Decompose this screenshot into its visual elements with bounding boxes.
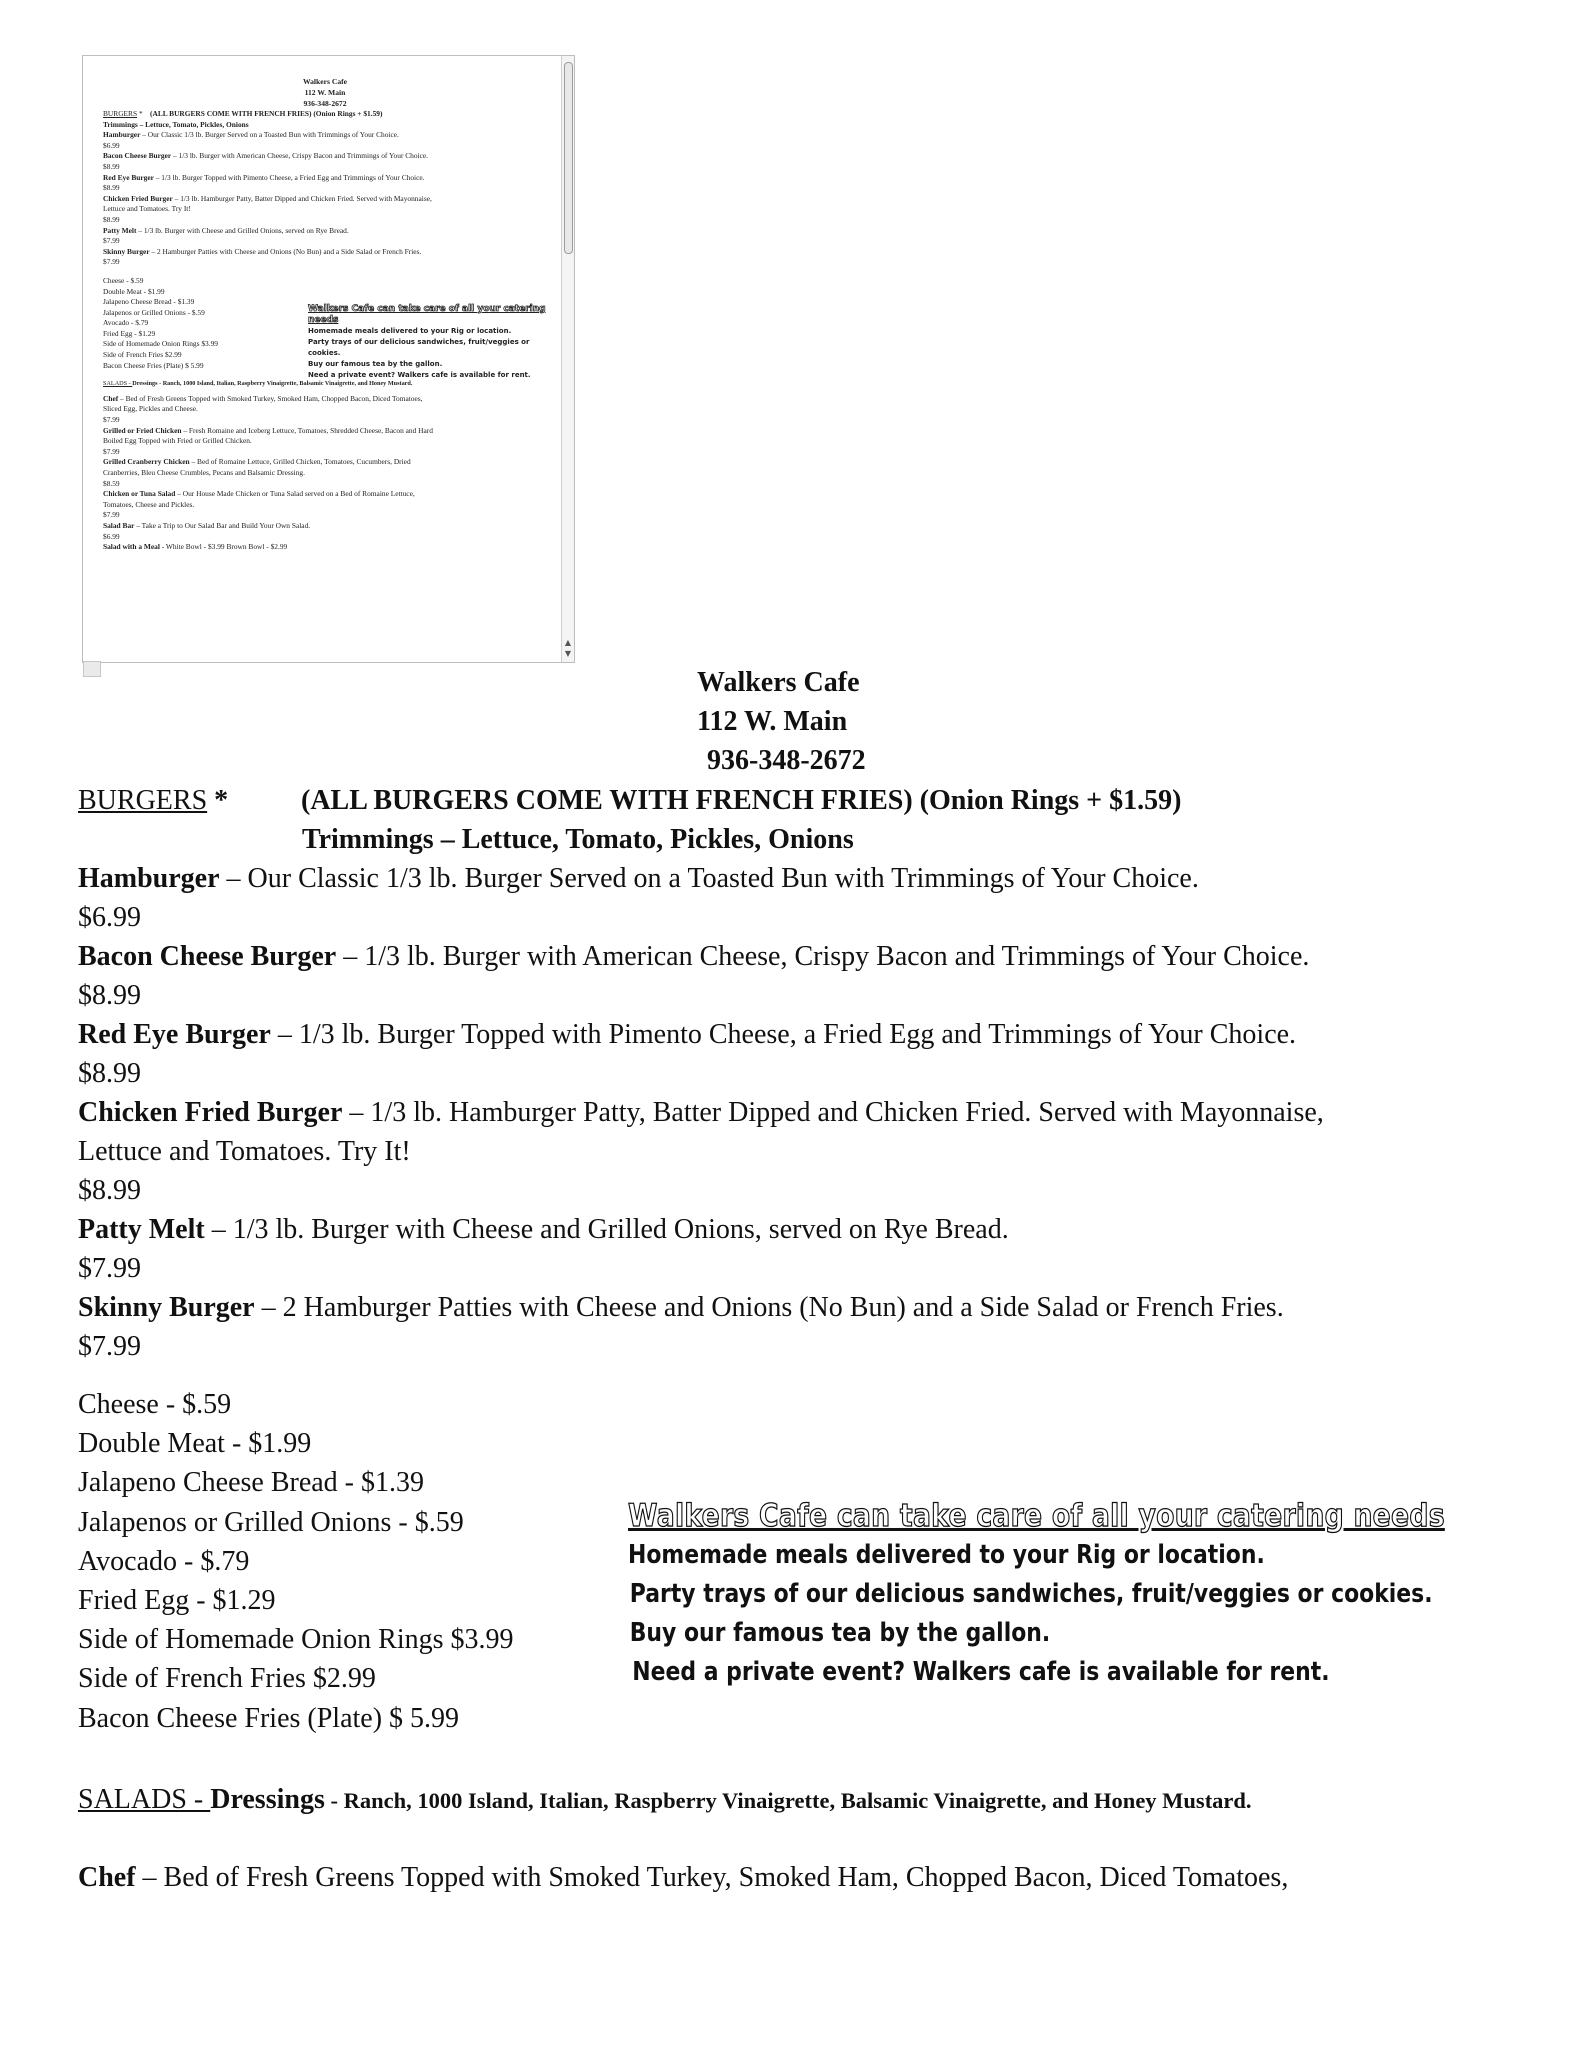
thumb-addon: Double Meat - $1.99: [103, 286, 165, 296]
thumb-item-cont: Sliced Egg, Pickles and Cheese.: [103, 404, 198, 414]
dressings-list: - Ranch, 1000 Island, Italian, Raspberry Vinaigrette, Balsamic Vinaigrette, and Honey Mustard.: [324, 1788, 1252, 1813]
thumb-item: Patty Melt – 1/3 lb. Burger with Cheese and Grilled Onions, served on Rye Bread.: [103, 225, 349, 235]
catering-line: Homemade meals delivered to your Rig or location.: [628, 1540, 1265, 1570]
addons-list: [78, 1385, 514, 1738]
thumb-address: 112 W. Main: [304, 88, 346, 97]
menu-item: [78, 859, 1518, 898]
thumb-addon: Side of Homemade Onion Rings $3.99: [103, 339, 218, 349]
scroll-up-icon[interactable]: ▲: [564, 638, 572, 647]
item-name: Skinny Burger: [78, 1292, 255, 1323]
thumbnail-scrollbar[interactable]: [561, 56, 574, 662]
item-name: Chef: [78, 1862, 136, 1893]
thumb-price: $8.99: [103, 161, 120, 171]
addon-item: Cheese - $.59: [78, 1389, 232, 1420]
thumb-price: $8.99: [103, 183, 120, 193]
item-desc: – 1/3 lb. Burger with American Cheese, Crispy Bacon and Trimmings of Your Choice.: [336, 941, 1310, 972]
catering-line: Party trays of our delicious sandwiches, fruit/veggies or cookies.: [629, 1579, 1433, 1609]
item-price: $7.99: [78, 1253, 141, 1284]
thumbnail-page: [103, 76, 547, 656]
thumb-price: $8.99: [103, 214, 120, 224]
restaurant-name: Walkers Cafe: [697, 667, 860, 698]
thumb-item-cont: Tomatoes, Cheese and Pickles.: [103, 499, 195, 509]
item-desc: – 1/3 lb. Burger with Cheese and Grilled Onions, served on Rye Bread.: [204, 1214, 1009, 1245]
thumb-price: $7.99: [103, 415, 120, 425]
item-price: $8.99: [78, 1175, 141, 1206]
item-price: $6.99: [78, 902, 141, 933]
thumb-item-cont: Lettuce and Tomatoes. Try It!: [103, 204, 191, 214]
scrollbar-thumb[interactable]: [564, 62, 573, 254]
item-price: $8.99: [78, 1058, 141, 1089]
addon-item: Side of Homemade Onion Rings $3.99: [78, 1624, 514, 1656]
asterisk: *: [214, 785, 229, 816]
menu-item: [78, 1288, 1518, 1327]
salads-heading: SALADS -: [78, 1784, 211, 1815]
thumb-price: $6.99: [103, 531, 120, 541]
thumb-trimmings: Trimmings – Lettuce, Tomato, Pickles, Onions: [103, 119, 249, 129]
item-name: Hamburger: [78, 863, 220, 894]
thumb-addon: Avocado - $.79: [103, 318, 149, 328]
burgers-heading-row: [78, 781, 1518, 820]
catering-box: [628, 1497, 1578, 1692]
item-price: $8.99: [78, 980, 141, 1011]
addon-item: Avocado - $.79: [78, 1545, 250, 1577]
thumb-item: Red Eye Burger – 1/3 lb. Burger Topped with Pimento Cheese, a Fried Egg and Trimmings of Your Choice.: [103, 172, 425, 182]
thumb-item: Bacon Cheese Burger – 1/3 lb. Burger with American Cheese, Crispy Bacon and Trimmings of Your Choice.: [103, 151, 429, 161]
addon-item: Jalapenos or Grilled Onions - $.59: [78, 1506, 464, 1538]
item-desc: – Our Classic 1/3 lb. Burger Served on a Toasted Bun with Trimmings of Your Choice.: [219, 863, 1199, 894]
menu-item: [78, 1015, 1518, 1054]
trimmings-line: Trimmings – Lettuce, Tomato, Pickles, Onions: [302, 824, 854, 855]
burgers-heading: BURGERS: [78, 785, 208, 816]
burgers-note: (ALL BURGERS COME WITH FRENCH FRIES) (Onion Rings + $1.59): [301, 785, 1182, 816]
thumb-addons: [103, 275, 547, 379]
restaurant-address: 112 W. Main: [697, 706, 848, 737]
item-name: Red Eye Burger: [78, 1019, 271, 1050]
thumb-name: Walkers Cafe: [302, 77, 348, 86]
item-name: Bacon Cheese Burger: [78, 941, 337, 972]
restaurant-phone: 936-348-2672: [707, 745, 866, 776]
thumb-price: $7.99: [103, 510, 120, 520]
thumb-item: Hamburger – Our Classic 1/3 lb. Burger Served on a Toasted Bun with Trimmings of Your Choice.: [103, 130, 399, 140]
thumb-item: Grilled or Fried Chicken – Fresh Romaine and Iceberg Lettuce, Tomatoes, Shredded Cheese, Bacon and Hard: [103, 425, 433, 435]
item-name: Patty Melt: [78, 1214, 205, 1245]
thumb-item: Salad with a Meal - White Bowl - $3.99 Brown Bowl - $2.99: [103, 542, 288, 552]
restaurant-header: [697, 663, 866, 780]
thumb-burgers-heading: BURGERS * (ALL BURGERS COME WITH FRENCH FRIES) (Onion Rings + $1.59): [103, 109, 383, 118]
menu-item: [78, 1093, 1518, 1132]
thumb-item: Skinny Burger – 2 Hamburger Patties with Cheese and Onions (No Bun) and a Side Salad or French Fries.: [103, 246, 422, 256]
addon-item: Side of French Fries $2.99: [78, 1663, 376, 1695]
document-thumbnail[interactable]: [82, 55, 575, 663]
thumb-phone: 936-348-2672: [303, 99, 347, 108]
thumb-salads-heading: SALADS - Dressings - Ranch, 1000 Island, Italian, Raspberry Vinaigrette, Balsamic Vinaigrette, and Honey Mustard.: [103, 380, 413, 388]
burgers-section: [78, 781, 1518, 1366]
thumb-addon: Jalapenos or Grilled Onions - $.59: [103, 307, 205, 317]
scroll-down-icon[interactable]: ▼: [564, 649, 572, 658]
dressings-label: Dressings: [210, 1784, 325, 1815]
thumb-addon: Cheese - $.59: [103, 275, 144, 285]
thumb-addon: Jalapeno Cheese Bread - $1.39: [103, 297, 195, 307]
addon-item: Double Meat - $1.99: [78, 1428, 312, 1460]
thumb-item: Grilled Cranberry Chicken – Bed of Romaine Lettuce, Grilled Chicken, Tomatoes, Cucumbers, Dried: [103, 457, 411, 467]
catering-line: Need a private event? Walkers cafe is available for rent.: [632, 1657, 1330, 1687]
menu-item: [78, 1210, 1518, 1249]
menu-item: [78, 1858, 1288, 1897]
thumb-item-cont: Cranberries, Bleu Cheese Crumbles, Pecans and Balsamic Dressing.: [103, 468, 305, 477]
thumb-price: $7.99: [103, 236, 120, 246]
thumb-price: $7.99: [103, 257, 120, 267]
salads-heading-row: [78, 1780, 1252, 1820]
thumb-addon: Bacon Cheese Fries (Plate) $ 5.99: [103, 360, 204, 370]
thumb-catering: Walkers Cafe can take care of all your catering needs Homemade meals delivered to your Rig or location. Party trays of our delicious sandwiches, fruit/veggies or cookies. Buy our famous tea by the gallon. Need a private event? Walkers cafe is available for rent.: [308, 303, 546, 379]
thumb-item: Chef – Bed of Fresh Greens Topped with Smoked Turkey, Smoked Ham, Chopped Bacon, Diced Tomatoes,: [103, 393, 423, 403]
thumb-item: Chicken or Tuna Salad – Our House Made Chicken or Tuna Salad served on a Bed of Romaine Lettuce,: [103, 489, 415, 499]
item-name: Chicken Fried Burger: [78, 1097, 343, 1128]
thumb-addon: Side of French Fries $2.99: [103, 350, 182, 360]
thumb-price: $6.99: [103, 140, 120, 150]
item-desc: – 2 Hamburger Patties with Cheese and Onions (No Bun) and a Side Salad or French Fries.: [254, 1292, 1284, 1323]
item-desc: – Bed of Fresh Greens Topped with Smoked Turkey, Smoked Ham, Chopped Bacon, Diced Tomatoes,: [135, 1862, 1289, 1893]
addon-item: Fried Egg - $1.29: [78, 1585, 276, 1617]
addon-item: Bacon Cheese Fries (Plate) $ 5.99: [78, 1702, 460, 1734]
addon-item: Jalapeno Cheese Bread - $1.39: [78, 1467, 424, 1499]
item-desc-cont: Lettuce and Tomatoes. Try It!: [78, 1136, 411, 1167]
thumb-item: Chicken Fried Burger – 1/3 lb. Hamburger Patty, Batter Dipped and Chicken Fried. Served with Mayonnaise,: [103, 193, 432, 203]
page-corner-icon: [83, 661, 101, 677]
item-desc: – 1/3 lb. Hamburger Patty, Batter Dipped and Chicken Fried. Served with Mayonnaise,: [342, 1097, 1324, 1128]
thumb-price: $8.59: [103, 478, 120, 488]
menu-item: [78, 937, 1518, 976]
item-desc: – 1/3 lb. Burger Topped with Pimento Cheese, a Fried Egg and Trimmings of Your Choice.: [270, 1019, 1297, 1050]
thumb-item: Salad Bar – Take a Trip to Our Salad Bar and Build Your Own Salad.: [103, 520, 311, 530]
catering-line: Buy our famous tea by the gallon.: [629, 1618, 1051, 1648]
item-price: $7.99: [78, 1331, 141, 1362]
thumb-item-cont: Boiled Egg Topped with Fried or Grilled Chicken.: [103, 436, 252, 446]
thumb-addon: Fried Egg - $1.29: [103, 328, 156, 338]
catering-title: Walkers Cafe can take care of all your catering needs: [628, 1498, 1445, 1534]
thumb-price: $7.99: [103, 446, 120, 456]
